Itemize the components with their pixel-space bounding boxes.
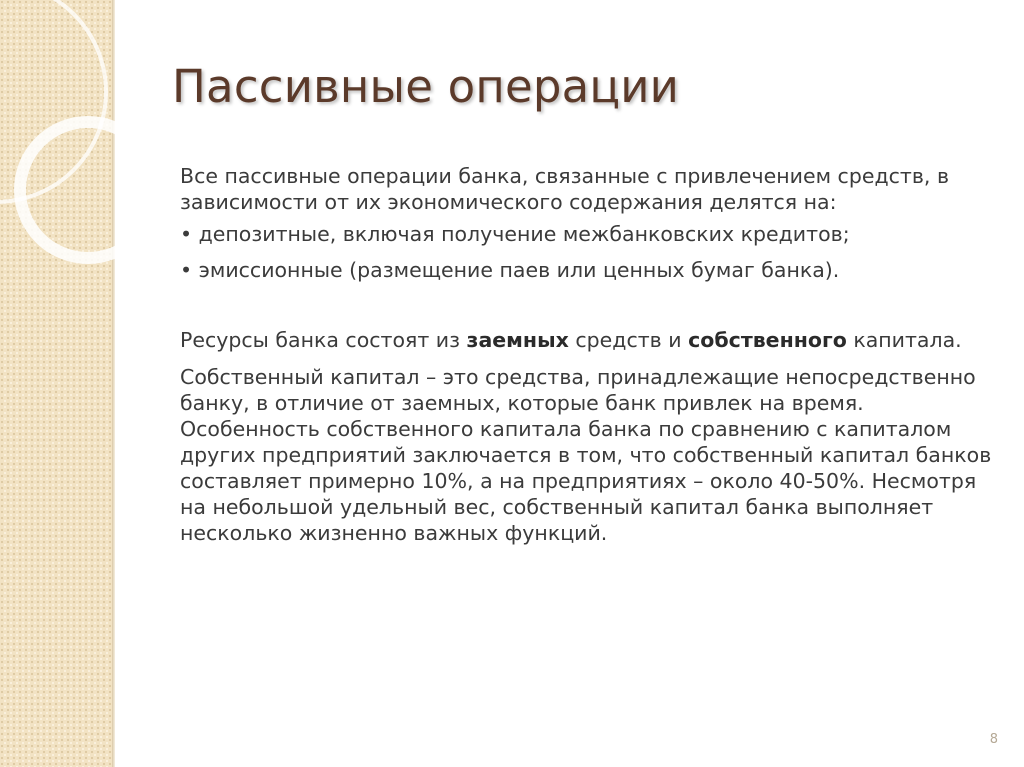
decorative-ring-small — [20, 122, 156, 258]
resources-text: средств и — [568, 328, 689, 352]
bullet-item: • эмиссионные (размещение паев или ценных бумаг банка). — [180, 258, 840, 282]
resources-text: капитала. — [846, 328, 962, 352]
intro-paragraph: Все пассивные операции банка, связанные с привлечением средств, в зависимости от их экономического содержания делятся на: — [180, 164, 950, 214]
decorative-rings — [0, 0, 140, 290]
slide-title: Пассивные операции — [172, 60, 680, 113]
own-capital-paragraph: Собственный капитал – это средства, принадлежащие непосредственно банку, в отличие от заемных, которые банк привлек на время. Особенность собственного капитала банка по сравнению с капиталом других предприятий заключается в том, что собственный капитал банков составляет примерно 10%, а на предприятиях – около 40-50%. Несмотря на небольшой удельный вес, собственный капитал банка выполняет несколько жизненно важных функций. — [180, 365, 992, 545]
decorative-ring-large — [0, 0, 106, 202]
resources-paragraph — [180, 327, 995, 353]
resources-bold-term: заемных — [466, 328, 569, 352]
resources-bold-term: собственного — [688, 328, 847, 352]
bullet-item: • депозитные, включая получение межбанковских кредитов; — [180, 222, 850, 246]
page-number: 8 — [989, 732, 998, 747]
resources-text: Ресурсы банка состоят из — [180, 328, 467, 352]
slide-body — [180, 163, 995, 546]
